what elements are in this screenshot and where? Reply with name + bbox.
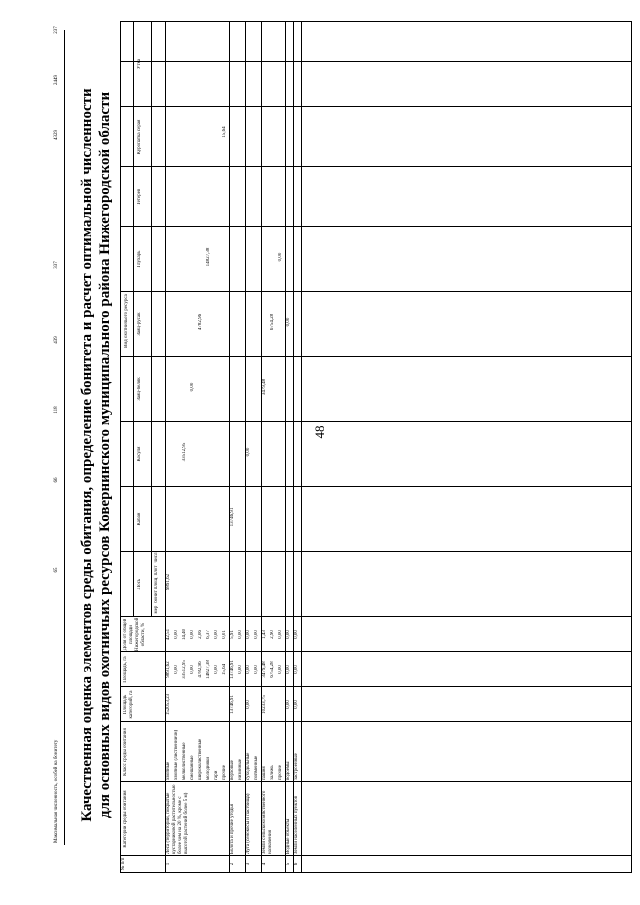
species-header: Лось	[137, 578, 142, 590]
plot-area-cell: 0,00	[254, 665, 259, 674]
plot-area-cell: 9891,62	[166, 661, 171, 678]
share-cell: 0,00	[238, 630, 243, 639]
species-value-cell: 0,00	[278, 252, 283, 262]
share-cell: 0,00	[294, 630, 299, 639]
share-cell: 0,00	[190, 630, 195, 639]
species-value-cell: 15,64	[222, 126, 227, 138]
plot-area-cell: 0,00	[238, 665, 243, 674]
plot-area-cell: 3479,48	[262, 661, 267, 678]
col-share: Доля от общей площади Нижегородской области, %	[123, 618, 146, 651]
plot-area-cell: 0,00	[190, 665, 195, 674]
subcol-header: числ	[154, 552, 159, 563]
species-group-label: Вид охотничьего ресурса	[124, 294, 129, 348]
share-cell: 0,01	[222, 630, 227, 639]
optimal-numbers-row	[50, 26, 65, 845]
habitat-class-cell: суходольные	[246, 752, 251, 780]
optimal-value: 4329	[54, 130, 59, 140]
subcol-header: плот	[154, 565, 159, 576]
share-cell: 0,00	[254, 630, 259, 639]
species-value-cell: 0,00	[190, 382, 195, 392]
subcol-header: площ	[154, 577, 159, 590]
plot-area-cell: 0,00	[174, 665, 179, 674]
category-area-cell: 0,00	[286, 700, 291, 709]
plot-area-cell: 0,00	[294, 665, 299, 674]
share-cell: 2,06	[198, 630, 203, 639]
category-area-cell: 10233,75	[262, 695, 267, 714]
category-area-cell: 13746,91	[230, 695, 235, 714]
share-cell: 1,43	[262, 630, 267, 639]
category-cell: Леса (территории, покрытые кустарниковой растительностью более чем на 20 %, кроме с высотой растений более 5 м)	[166, 784, 189, 854]
col-category: Категории среды обитания	[123, 790, 128, 848]
optimal-row-label: Максимальная численность, особей на бонитету	[54, 739, 59, 843]
category-cell: Луга (сенокосы и пастбища)	[246, 793, 251, 854]
habitat-class-cell: широколиственные	[198, 738, 203, 780]
habitat-class-cell: прочие	[278, 765, 283, 780]
species-value-cell: 9891,62	[166, 573, 171, 591]
habitat-class-cell: низинные	[238, 759, 243, 780]
category-area-cell: 152053,23	[166, 693, 171, 716]
share-cell: 6,37	[206, 630, 211, 639]
habitat-class-cell: гари	[214, 770, 219, 780]
bonitet-table	[120, 21, 632, 873]
optimal-value: 65	[54, 567, 59, 573]
species-value-cell: 4782,96	[198, 313, 203, 331]
plot-area-cell: 0,00	[286, 665, 291, 674]
habitat-class-cell: залежь	[270, 765, 275, 780]
col-plot-area: Площадь, га	[123, 656, 128, 683]
category-cell: Водные объекты	[286, 818, 291, 854]
habitat-class-cell: водоёмы	[286, 761, 291, 780]
optimal-value: 66	[54, 477, 59, 483]
species-header: Тетерев	[137, 188, 142, 206]
col-area: Площадь категорий, га	[123, 690, 134, 719]
category-cell: Болота и прочие угодья	[230, 804, 235, 854]
plot-area-cell: 14827,38	[206, 660, 211, 679]
plot-area-cell: 33512,95	[182, 660, 187, 679]
category-cell: Земли сельскохозяйственного назначения	[262, 790, 273, 854]
row-number: 2	[230, 862, 235, 866]
species-header: Кабан	[137, 512, 142, 526]
plot-area-cell: 4782,96	[198, 661, 203, 678]
category-area-cell: 0,00	[246, 700, 251, 709]
subcol-header: бонит	[154, 590, 159, 603]
share-cell: 0,00	[246, 630, 251, 639]
species-value-cell: 0,00	[246, 447, 251, 457]
habitat-class-cell: хвойные	[166, 761, 171, 780]
col-num: № п/п	[121, 857, 126, 871]
row-number: 5	[286, 862, 291, 866]
row-number: 4	[262, 862, 267, 866]
share-cell: 14,40	[182, 628, 187, 641]
category-cell: Земли населённых пунктов	[294, 795, 299, 854]
habitat-class-cell: пойменные	[254, 755, 259, 780]
species-header: Заяц-беляк	[137, 377, 142, 401]
optimal-value: 337	[54, 261, 59, 269]
optimal-value: 439	[54, 336, 59, 344]
plot-area-cell: 0,00	[214, 665, 219, 674]
subcol-header: мер	[154, 605, 159, 614]
page-title: Качественная оценка элементов среды обитания, определение бонитета и расчет оптимальной численности для основных видов охотничьих ресурсов Ковернинского муниципального района Нижегородской области	[79, 88, 113, 822]
habitat-class-cell: застроенные	[294, 753, 299, 780]
share-cell: 2,90	[270, 630, 275, 639]
page-number: 48	[312, 425, 327, 439]
plot-area-cell: 13746,91	[230, 660, 235, 679]
species-value-cell: 6754,28	[270, 313, 275, 331]
species-value-cell: 14827,38	[206, 247, 211, 267]
species-value-cell: 33512,95	[182, 442, 187, 462]
optimal-value: 237	[54, 26, 59, 34]
share-cell: 0,00	[278, 630, 283, 639]
habitat-class-cell: молодняки	[206, 756, 211, 780]
optimal-value: 2449	[54, 75, 59, 85]
row-number: 3	[246, 862, 251, 866]
share-cell: 5,91	[230, 630, 235, 639]
col-class: Класс среды обитания	[123, 728, 128, 776]
share-cell: 0,00	[174, 630, 179, 639]
habitat-class-cell: хвойные (лиственничн)	[174, 729, 179, 780]
plot-area-cell: 6754,28	[270, 661, 275, 678]
habitat-class-cell: смешанные	[190, 755, 195, 780]
optimal-value: 118	[54, 406, 59, 414]
share-cell: 0,00	[214, 630, 219, 639]
plot-area-cell: 0,00	[278, 665, 283, 674]
share-cell: 42,51	[166, 628, 171, 641]
species-header: Глухарь	[137, 250, 142, 268]
row-number: 1	[166, 862, 171, 866]
category-area-cell: 0,00	[294, 700, 299, 709]
habitat-class-cell: пашня	[262, 766, 267, 780]
species-value-cell: 3479,48	[262, 378, 267, 396]
species-value-cell: 13746,91	[230, 507, 235, 527]
habitat-class-cell: верховые	[230, 760, 235, 780]
species-value-cell: 0,00	[286, 317, 291, 327]
species-header: Косуля	[137, 446, 142, 462]
species-header: Куропатка серая	[137, 119, 142, 155]
share-cell: 0,00	[286, 630, 291, 639]
plot-area-cell: 0,00	[246, 665, 251, 674]
row-number: 6	[294, 862, 299, 866]
species-header: Утка	[137, 58, 142, 70]
habitat-class-cell: прочие	[222, 765, 227, 780]
plot-area-cell: 15,64	[222, 663, 227, 676]
species-header: Заяц-русак	[137, 312, 142, 336]
row-divider	[301, 22, 302, 872]
habitat-class-cell: мелколиственные	[182, 742, 187, 780]
